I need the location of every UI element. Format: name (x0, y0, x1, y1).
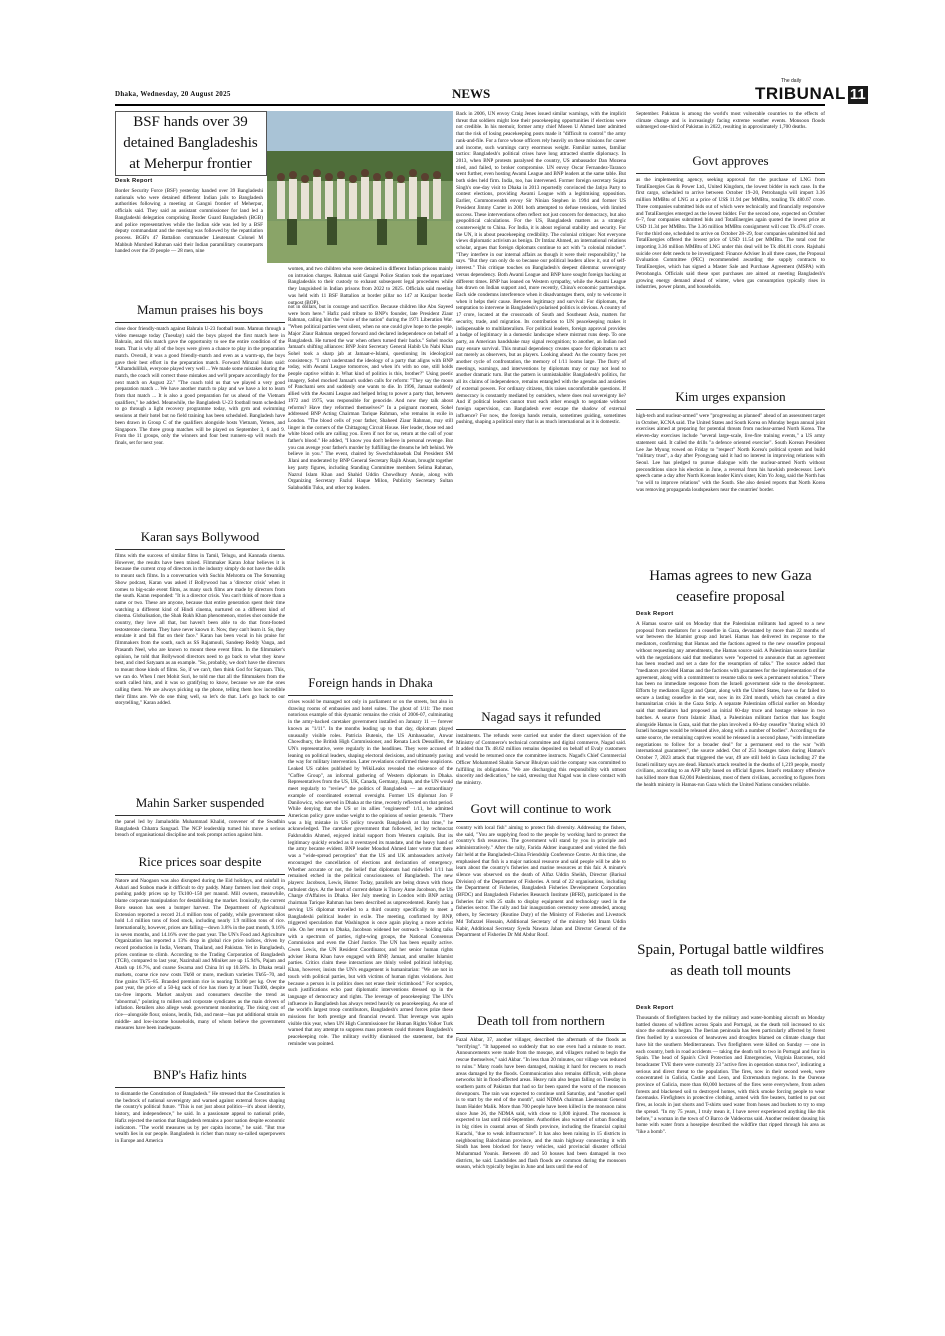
divider (115, 549, 285, 550)
karan-body-text: films with the success of similar films in Tamil, Telugu, and Kannada cinema. However, the results have been mixed. Filmmaker Karan Johar believes it is because the current crop of directors in the industry simply do not have the skills to mount such films. In a conversation with Suchin Mehrotra on The Streaming Show podcast, Karan was asked if Bollywood has a 'director crisis' when it comes to big-scale event films, as many such films are made by directors from the south. Karan responded: "It is a director crisis. You can't think of more than a name or two. These are anyone, because that entire generation spent their time watching a different kind of Hindi cinema, nurtured on a different kind of cinema. Globalisation, the Shah Rukh Khan phenomenon, stories shot outside the country, they love all that, but haven't been able to do that front-footed testosterone cinema. They have never known it. Now, they can't learn it. So, they emulate it and fall flat on their face." Karan has been vocal in his praise for filmmakers from the south, such as SS Rajamouli, Sandeep Reddy Vanga, and Prasanth Neel, who are known to mount these event films. In the filmmaker's opinion, he told that Bollywood directors need to go back to what they know best, and cited Satyaam as an example. "So, probably, we don't have the directors to mount those kinds of films. So, if we can't, then think God for Satyaam. This, we can do. When I met Mohit Suri, he told me that all the filmmakers from the south called him, and it was so gratifying to know, because we are the ones calling them. We are always picking up the phone, telling them how incredible their films are. We do one thing well, so let's do that. Let's go back to our storytelling," Karan added. (115, 553, 285, 707)
hands-body-col3 (456, 111, 626, 703)
rice-body (115, 878, 285, 1060)
hamas-byline: Desk Report (636, 611, 674, 617)
nagad-headline: Nagad says it refunded (481, 709, 601, 724)
brand-tagline: The daily (781, 78, 802, 84)
kim-body (636, 413, 825, 563)
mamun-headline: Mamun praises his boys (136, 302, 264, 317)
govtappr-headline: Govt approves (692, 153, 769, 168)
kim-headline: Kim urges expansion (675, 389, 786, 404)
spain-body-text: Thousands of firefighters backed by the military and water-bombing aircraft on Monday battled dozens of wildfires across Spain and Portugal, as the death toll increased to six since the outbreaks began. The Iberian peninsula has been particularly affected by forest fires fuelled by a succession of heatwaves and droughts blamed on climate change that have hit the southern Mediterranean. Two firefighters were killed on Sunday — one in each country, both in road accidents — taking the death toll to two in Portugal and four in Spain. The head of Spain's Civil Protection and Emergencies, Virginia Barcones, told broadcaster TVE there were currently 23 "active fires in operation status two", indicating a serious and direct threat to the population. The fires, now in their second week, were concentrated in Galicia, Castile and Leon, and Extremadura regions. In the Ourense province of Galicia, more than 60,000 hectares of the fires were everywhere, from ashen forests and blackened soil to destroyed homes, with thick smoke forcing people to wear facemasks. Firefighters in protective clothing, armed with fire beaters, battled to put out fires, as locals in just shorts and T-shirts used water from hoses and buckets to try to stop the spread. "In my 75 years, I truly mean it, I have never experienced anything like this before," a woman in the town of O Barco de Valdeorras said. Another resident dousing his home with water from a hosepipe described the wildfire that ripped through his area as "like a bomb". (636, 1015, 825, 1135)
bsf-photo (267, 111, 453, 263)
mahin-body-text: the panel led by Jamaluddin Muhammad Khalid, convener of the Swadhin Bangladesh Chhatra Sangsad. The NCP leadership turned his move a serious breach of organisational discipline and took prompt action against him. (115, 819, 285, 839)
bsf-body-cont-text: women, and two children who were detained in different Indian prisons mainly on intrusion charges. Rahman said Gangni Police Station took the repatriated Bangladeshis to their custody to exhaust subsequent legal procedures while they languished in Indian prisons from 2022 to 2025. Officials said meeting was held with 11 BSF Battalion at border pillar no 147 at Kazipur border outpost (BOP). (288, 266, 453, 306)
page-number: 11 (849, 86, 866, 103)
hamas-body-text: A Hamas source said on Monday that the Palestinian militants had agreed to a new proposal from mediators for a ceasefire in Gaza, devastated by more than 22 months of war between the Islamist group and Israel. Hamas has delivered its response to the mediators, confirming that Hamas and the factions agreed to the new ceasefire proposal without requesting any amendments, the Hamas source said. A Palestinian source familiar with the negotiations said that mediators were "expected to announce that an agreement has been reached and set a date for the resumption of talks." The source added that "mediators provided Hamas and the factions with guarantees for the implementation of the agreement, along with a commitment to resume talks to seek a permanent solution." There has been no immediate response from the Israeli government side to the development. Efforts by mediators Egypt and Qatar, along with the United States, have so far failed to secure a lasting ceasefire in the war, now in its 23rd month, which has created a dire humanitarian crisis in the Gaza Strip. A separate Palestinian official earlier on Monday said that mediators had proposed an initial 60-day truce and hostage release in two batches. A source from Islamic Jihad, a Palestinian militant faction that has fought alongside Hamas in Gaza, said that the plan involved a 60-day ceasefire "during which 10 Israeli hostages would be released alive, along with a number of bodies". According to the same source, the remaining captives would be released in a second phase, "with immediate negotiations to follow for a broader deal" for a permanent end to the war "with international guarantees", the source added. Out of 251 hostages taken during Hamas's October 7, 2023 attack that triggered the war, 49 are still held in Gaza including 27 the Israeli military says are dead. Hamas's attack resulted in the deaths of 1,219 people, mostly civilians, according to an AFP tally based on official figures. Israel's retaliatory offensive has killed more than 62,004 Palestinians, most of them civilians, according to figures from the health ministry in Hamas-run Gaza which the United Nations considers reliable. (636, 621, 825, 788)
death-headline: Death toll from northern (477, 1013, 605, 1028)
mamun-body (115, 326, 285, 522)
govtappr-body (636, 177, 825, 385)
edition-date: Dhaka, Wednesday, 20 August 2025 (115, 90, 231, 98)
bsf-headline: BSF hands over 39 detained Bangladeshis at Meherpur frontier (123, 114, 258, 172)
spain-headline: Spain, Portugal battle wildfires as death toll mounts (637, 942, 824, 979)
brand-logo: TRIBUNAL (755, 84, 846, 103)
hafiz-body-cont (288, 304, 453, 670)
hands-headline: Foreign hands in Dhaka (308, 675, 433, 690)
hafiz-headline: BNP's Hafiz hints (153, 1067, 247, 1082)
people-photo-image (267, 111, 453, 263)
divider (456, 821, 626, 822)
death-body-text: Fazal Akbar, 37, another villager, described the aftermath of the floods as "terrifying". "It happened so suddenly that no one even had a minute to react. Announcements were made from the mosque, and villagers rushed to begin the rescue themselves," said Akbar. "In less than 20 minutes, our village was reduced to ruins." Many roads have been damaged, making it hard for rescuers to reach areas damaged by the floods. Communication also remains difficult, with phone networks hit in flood-affected areas. Heavy rain also began falling on Tuesday in southern parts of Pakistan that had so far been spared the worst of the monsoon downpours. The rain was expected to continue until Saturday, and "another spell is to start by the end of the month", said NDMA chairman Lieutenant General Inam Haider Malik. More than 700 people have been killed in the monsoon rains since June 26, the NDMA said, with close to 1,000 injured. The monsoon is expected to last until mid-September. Authorities also warned of urban flooding in big cities in coastal areas of Sindh province, including the financial capital Karachi, "due to weak infrastructure". It has also been raining in 15 districts in neighbouring Balochistan province, and the main highway connecting it with Sindh has been blocked for heavy vehicles, said provincial disaster official Muhammad Younis. Between 40 and 50 houses had been damaged in two districts, he said. Landslides and flash floods are common during the monsoon season, which typically begins in June and lasts until the end of (456, 1037, 626, 1171)
masthead (115, 78, 866, 104)
bsf-byline: Desk Report (115, 178, 153, 184)
hafiz-body (115, 1091, 285, 1257)
divider (115, 815, 285, 816)
hands-col2-text: crises would be managed not only in parliament or on the streets, but also in drawing rooms of embassies and hotel suites. The ghost of 1/11: The most notorious example of this dynamic remains the crisis of 2006-07, culminating in the army-backed caretaker government installed on January 11 — forever known as "1/11". In the months leading up to that day, diplomats played unusually visible roles. Patricia Butenis, the US Ambassador, Anwar Chowdhury, the British High Commissioner, and Renata Lock Dessallien, the UN's representative, were regularly in the headlines. They were accused of leaning on political leaders, shaping electoral decisions, and ultimately paving the way for military intervention. Later revelations confirmed these suspicions. Leaked US cables published by WikiLeaks revealed the existence of the "Coffee Group", an informal gathering of Western diplomats in Dhaka. Representatives from the US, UK, Canada, Germany, Japan, and the UN would meet regularly to "review" the politics of Bangladesh — an extraordinary example of coordinated external oversight. Former US diplomat Jon F Danilowicz, who served in Dhaka at the time, recently reflected on that period. While denying that the US or its allies "engineered" 1/11, he admitted American policy gave undue weight to the opinions of senior generals. "There was a big mistake in US policy towards Bangladesh at that time," he acknowledged. The caretaker government that followed, led by technocrat Fakhruddin Ahmed, enjoyed initial support from Western capitals. But its legitimacy quickly eroded as it overstayed its mandate, and the heavy hand of the army became evident. BNP leader Moudud Ahmed later wrote that there was a "wide-spread perception" that the US and UK ambassadors actively encouraged the cancellation of elections and declaration of emergency. Whether accurate or not, the belief that diplomats had midwifed 1/11 has remained etched in the political consciousness of Bangladesh. The new players: Jacobson, Lewis, Hume: Today, parallels are being drawn with those turbulent days. At the heart of current debate is Tracey Anne Jacobson, the US Charge d'Affaires in Dhaka. Her July meeting in London with BNP acting chairman Tarique Rahman has been described as unprecedented. Rarely has a serving US diplomat travelled to a third country specifically to meet a Bangladeshi political leader in exile. The meeting, confirmed by BNP, triggered speculation that Washington is once again playing a more activist role. On her return to Dhaka, Jacobson widened her outreach – holding talks with a spectrum of parties, right-wing groups, the National Consensus Commission and even the Chief Justice. The UN has been equally active. Gwen Lewis, the UN Resident Coordinator, and her senior human rights adviser Huma Khan have engaged with BNP, Jamaat, and smaller Islamist parties. Critics claim these interactions are thinly veiled political lobbying. Khan, however, insists the UN's engagement is humanitarian: "We are not in touch with political parties, but with victims of human rights violations. Just because a person is in politics does not erase their victimhood." For sceptics, such justifications echo past diplomatic interventions dressed up in the language of democracy and rights. The leverage of peacekeeping: The UN's influence in Bangladesh has always rested heavily on peacekeeping. As one of the world's largest troop contributors, Bangladesh's armed forces prize these missions for both prestige and financial reward. That leverage was again visible this year, when UN High Commissioner for Human Rights Volker Turk warned that any attempt to suppress mass protests could threaten Bangladesh's peacekeeping role. The military swiftly dismissed the statement, but the reminder was pointed. (288, 699, 453, 1047)
karan-body (115, 553, 285, 793)
mahin-headline: Mahin Sarker suspended (135, 795, 265, 810)
spain-byline: Desk Report (636, 1005, 674, 1011)
mahin-body (115, 819, 285, 847)
nagad-body (456, 733, 626, 797)
nagad-body-text: instalments. The refunds were carried out under the direct supervision of the Ministry of Commerce's technical committee and digital commerce, Nagad said. It added that Tk 48.62 million remains deposited on behalf of Evaly customers and would be returned once the committee instructs. Nagad's Chief Commercial Officer Mohammed Shahin Sarwar Bhuiyan said the company was committed to fulfilling its obligations. "We are discharging this responsibility with utmost sincerity and dedication," he said, stressing that Nagad was in close contact with the ministry. (456, 733, 626, 786)
rice-body-text: Natore and Naogaon was also disrupted during the Eid holidays, and rainfall in Ashari and Srabon made it difficult to dry paddy. Many farmers lost their crops, pushing paddy prices up by Tk100–150 per maund. Mill owners, meanwhile, blame corporate manipulation for destabilising the market. Ironically, the current Boro season has seen a bumper harvest. The Department of Agricultural Extension reported a record 21.4 million tons of paddy, while government silos hold 1.4 million tons of food stock, including nearly 1.9 million tons of rice. Internationally, however, prices are falling—down 3.8% in the past month, 9.16% in seven months, and 14.16% over the past year. The UN's Food and Agriculture Organization has reported a 13% drop in global rice price indices, driven by record production in India, Vietnam, Thailand, and Pakistan. Yet in Bangladesh, prices continue to climb. According to the Trading Corporation of Bangladesh (TCB), compared to last year, Nazirshail and Miniket are up 15.94%, Pajam and Atash up 16.7%, and coarse Swarna and China Iri up 10.58%. In Dhaka retail markets, coarse rice now costs Tk60 or more, medium varieties Tk65–70, and fine grains Tk75–85. Branded premium rice is nearing Tk100 per kg. Over the past year, the price of a 50-kg sack of rice has risen by at least Tk400, despite tax-free imports. Market analysts and consumers describe the trend as "abnormal," pointing to millers and corporate syndicates as the main drivers of inflation. Retailers also allege weak government monitoring. The rising cost of rice—alongside flour, onions, lentils, fish, and meat—has put additional strain on middle- and low-income households, many of whom believe the government measures have been inadequate. (115, 878, 285, 1032)
brand (755, 78, 868, 104)
divider (456, 1033, 626, 1034)
death-body (456, 1037, 626, 1257)
death-body-cont-text: September. Pakistan is among the world's most vulnerable countries to the effects of climate change and is increasingly facing extreme weather events. Monsoon floods submerged one-third of Pakistan in 2022, resulting in approximately 1,700 deaths. (636, 111, 825, 131)
govtappr-body-text: as the implementing agency, seeking approval for the purchase of LNG from TotalEnergies Gas & Power Ltd., United Kingdom, the lowest bidder in each case. In the first cargo, scheduled to arrive between October 19–20, Petrobangla will import 3.36 million MMBtu of LNG at a price of US$ 11.94 per MMBtu, totaling Tk 480.67 crore. Three companies submitted bids out of which were technically and financially responsive and TotalEnergies emerged as the lowest bidder. For the second one, expected on October 6–7, four companies submitted bids and TotalEnergies again quoted the lowest price at USD 11.34 per MMBtu. The 3.36 million MMBtu consignment will cost Tk 476.47 crore. For the third one, scheduled to arrive on October 28–29, four companies submitted bid and TotalEnergies offered the lowest price of USD 11.54 per MMBtu. The total cost for importing 3.36 million MMBtu of LNG under this deal will be Tk 484.81 crore. Rajshahi suicide over debt needs to be investigated: Finance Adviser In all three cases, the Proposal Evaluation Committee (PEC) recommended awarding the supply contracts to TotalEnergies, which has signed a Master Sale and Purchase Agreement (MSPA) with Petrobangla. Officials said these spot purchases are aimed at meeting Bangladesh's growing energy demand ahead of winter, when gas consumption typically rises in industries, power plants, and households. (636, 177, 825, 291)
hamas-headline: Hamas agrees to new Gaza ceasefire proposal (649, 568, 812, 605)
hafiz-body-cont-text: not in dollars, but in courage and sacrifice. Because children like Abu Sayeed were born here." Hafiz paid tribute to BNP's founder, late President Ziaur Rahman, calling him the "voice of the nation" during the 1971 Liberation War. "When political parties went silent, when no one could give hope to the people, Major Ziaur Rahman stepped forward and declared independence on behalf of Bangladesh. He turned the war when others turned their backs." Sohel mocks Jamaat's shifting alliances: BNP Joint Secretary General Habib Un Nabi Khan Sohel took a sharp jab at Jamaat-e-Islami, questioning its ideological consistency. "I can't understand the ideology of a party that aligns with BNP today, with Awami League tomorrow, and when it's with no one, still holds people captive within it. What kind of politics is this, brother?" Using poetic imagery, Sohel mocked Jamaat's sudden calls for reform: "They say the moon of Panchami sets and suddenly one wants to die. In 1996, Jamaat suddenly allied with the Awami League and helped bring to power a party that, between 1972 and 1975, was responsible for genocide. And now they talk about reforms? Have they reformed themselves?" In a poignant moment, Sohel addressed BNP Acting Chairman Tarique Rahman, who remains in exile in London. "The blood cells of your father, Shaheed Ziaur Rahman, may still linger in the corners of the Chittagong Circuit House. Her leader, those red and white blood cells are calling you. Even if not for us, return at the call of your father's blood." He added, "I know you don't believe in personal revenge. But you can avenge your father's murder by fulfilling the dreams he left behind. We believe in you." The event, chaired by Swechchhasebak Dal President SM Jilani and moderated by BNP General Secretary Rajib Ahsan, brought together key party figures, including Standing Committee members Selima Rahman, Nazrul Islam Khan and Shahid Uddin Chowdhury Annie, along with Organizing Secretary Fazlul Haque Milon, Publicity Secretary Sultan Salahuddin Tuku, and other top leaders. (288, 304, 453, 491)
hands-body-col2 (288, 699, 453, 1257)
divider (456, 729, 626, 730)
govtwork-body-text: country with local fish" aiming to protect fish diversity. Addressing the fishers, she said, "You are supplying food to the people by working hard to protect the country's fish resources. The government will stand by you in principle and administratively." After the rally, Farida Akhter inaugurated and visited the fish fair held at the Bangladesh-China Friendship Conference Centre. At this time, she emphasised that fish is a major national resource and said people will be able to learn about the country's fisheries and marine resources at this fair. A minute's silence was observed on the death of Alfaz Uddin Sheikh, Director (Barisal Division) of the Department of Fisheries. A total of 22 organisations, including the Department of Fisheries, Bangladesh Fisheries Development Corporation (BFDC) and Bangladesh Fisheries Research Institute (BFRI), participated in the fisheries fair with 25 stalls to display equipment and technology used in the fisheries sector. The rally and fair inauguration ceremony were attended, among others, by Secretary (Routine Duty) of the Ministry of Fisheries and Livestock Md Tofazzel Hossain, Additional Secretary of the ministry Md Imam Uddin Kabir, Additional Secretary Syeda Nawara Jahan and Director General of the Department of Fisheries Dr Md Abdur Rouf. (456, 825, 626, 939)
mamun-body-text: close door friendly-match against Bahrain U-23 football team. Mamun through a video message today (Tuesday) said the boys played the first match here in Bahrain, and this match gave the opportunity to see the entire condition of the team. That is why all of the boys were given a chance to play in the preparation match. Overall, it was a good friendly-match and even as a warm-up, the boys gave their best effort in the preparation match. Forward Mirazul Islam said: "Alhamdulillah, everyone played very well ... We made some mistakes during the match, the coach will correct those mistakes and we'll prepare accordingly for the next match on August 22." "The coach told us that we played a very good preparation match ... We have another match to play and we have a lot to learn from that match ... It is also a good preparation for us ahead of the Vietnam qualifiers," he added. Meanwhile, the Bangladesh U-23 football team scheduled to go through a light recovery programme today, with gym and swimming sessions at their hotel but no field training has been scheduled. Bangladesh have been drawn in Group C of the qualifiers alongside hosts Vietnam, Yemen, and Singapore. The three group matches will be played on September 3, 6 and 9. From the 11 groups, only the winners and four best runners-up will reach the finals, set for next year. (115, 326, 285, 446)
divider (288, 695, 453, 696)
divider (115, 1087, 285, 1088)
section-title: NEWS (452, 86, 491, 101)
masthead-rule (115, 104, 825, 106)
bsf-body-text: Border Security Force (BSF) yesterday handed over 39 Bangladeshi nationals who were detained different Indian jails to Bangladesh authorities following a meeting at Gangni frontier of Meherpur, officials said. They said an assistant commissioner for land led a Bangladeshi delegation comprising Border Guard Bangladesh (BGB) and police representatives while the Indian side was led by a BSF deputy commandant and the meeting was followed by the repatriation process. BGB's 47 Battalion commander Lieutenant Colonel M Mahbub Murshed Rahman said their Indian paramilitary counterparts handed over the 39 people — 28 men, nine (115, 188, 263, 255)
govtwork-headline: Govt will continue to work (470, 801, 612, 816)
death-body-cont (636, 111, 825, 147)
hands-col3-text: Back in 2006, UN envoy Craig Jenes issued similar warnings, with the implicit threat that soldiers might lose their peacekeeping opportunities if elections were not credible. In his memoir, former army chief Moeen U Ahmed later admitted that the risk of losing peacekeeping posts made it "difficult to control" the army rank-and-file. For a force whose officers rely heavily on these missions for career and income, such warnings carry enormous weight. Familiar names, familiar tactics: Bangladesh's political crises have long attracted shuttle diplomacy. In 2013, when BNP protests paralysed the country, US ambassador Dan Mozena tried, and failed, to broker compromise. UN envoy Oscar Fernandez-Taranco went further, even hosting Awami League and BNP leaders at the same table. But both sides held firm. India, too, has intervened. Former foreign secretary Sujata Singh's one-day visit to Dhaka in 2013 reportedly convinced the Jatiya Party to contest elections, providing Awami League with a legitimising opposition. Earlier, Commonwealth envoy Sir Ninian Stephen in 1994 and former US President Jimmy Carter in 2001 both attempted to defuse tensions, with limited success. These interventions often reflect not just concern for democracy, but also geopolitical calculations. For the US, Bangladesh matters as a strategic counterweight to China. For India, it is about regional stability and security. For the UN, it is about peacekeeping credibility. The colonial critique: Not everyone views diplomatic activism as benign. Dr Imtiaz Ahmed, an international relations scholar, argues that foreign diplomats continue to act with "a colonial mindset". "They interfere in our internal affairs as though it were their responsibility," he says. "But they can only do so because our political leaders allow it, out of self-interest." This critique touches on Bangladesh's deepest dilemma: sovereignty versus dependency. Both Awami League and BNP have sought foreign backing at different times. BNP has leaned on Western sympathy, while the Awami League has drawn on Indian support and, more recently, China's economic partnerships. Each side condemns interference when it disadvantages them, only to welcome it when it helps their cause. Between legitimacy and survival: For diplomats, the temptation to intervene in Bangladesh's polarised politics is obvious. A country of 17 crore, located at the crossroads of South and Southeast Asia, matters for security, trade, and migration. Its contribution to UN peacekeeping makes it indispensable to multilateralism. For political leaders, foreign approval provides a badge of legitimacy in a domestic landscape where mistrust runs deep. To one party, an American handshake may signal recognition; to another, an Indian nod may ensure survival. This mutual dependency creates space for diplomats to act not merely as observers, but as players. Looking ahead: As the country faces yet another cycle of confrontation, the memory of 1/11 looms large. The flurry of meetings, warnings, and interventions by diplomats may or may not lead to another dramatic turn. But the pattern is unmistakable: Bangladesh's politics, for all its claims of independence, remains entangled with the agendas and anxieties of external powers. For ordinary citizens, this raises uncomfortable questions. If democracy is constantly mediated by outsiders, where does real sovereignty lie? And if political leaders cannot trust each other enough to negotiate without foreign supervision, can Bangladesh ever escape the shadow of external influence? For now, the foreign hands remain, sometimes guiding, sometimes pushing, shaping a political story that is as much international as it is domestic. (456, 111, 626, 426)
bsf-body (115, 188, 263, 284)
bsf-body-cont (288, 266, 453, 306)
divider (115, 874, 285, 875)
spain-body (636, 1015, 825, 1257)
hafiz-body-text: to dismantle the Constitution of Bangladesh." He stressed that the Constitution is the bedrock of national sovereignty and warned against external forces shaping the country's political future. "This is not just about politics—it's about identity, history, and independence," he said. In a passionate appeal to national pride, Hafiz rejected the notion that Bangladesh remains a poor nation despite economic indicators. "The world measures us by per capita income," he said. "But true wealth lies in our people. Bangladesh is richer than many so-called superpowers in Europe and America (115, 1091, 285, 1144)
hamas-body (636, 621, 825, 937)
karan-headline: Karan says Bollywood (140, 529, 260, 544)
govtwork-body (456, 825, 626, 1007)
divider (636, 409, 825, 410)
divider (636, 173, 825, 174)
divider (115, 322, 285, 323)
rice-headline: Rice prices soar despite (138, 854, 262, 869)
kim-body-text: high-tech and nuclear-armed" were "progressing as planned" ahead of an assessment target in October, KCNA said. The United States and South Korea on Monday began annual joint exercises aimed at preparing for potential threats from nuclear-armed North Korea. The eleven-day exercises include "several large-scale, live-fire training events," a US army statement said. It called the drills "a defence oriented exercise". South Korean President Lee Jae Myung vowed on Friday to "respect" North Korea's political system and build "military trust", a day after Pyongyang said it had no interest in improving relations with Seoul. Lee has pledged to pursue dialogue with the nuclear-armed North without preconditions since his election in June, a reversal from his hawkish predecessor. Lee's speech came a day after North Korean leader Kim's sister, Kim Yo Jong, said the North has "no will to improve relations" with the South. She also denied reports that North Korea was removing propaganda loudspeakers near the countries' border. (636, 413, 826, 493)
